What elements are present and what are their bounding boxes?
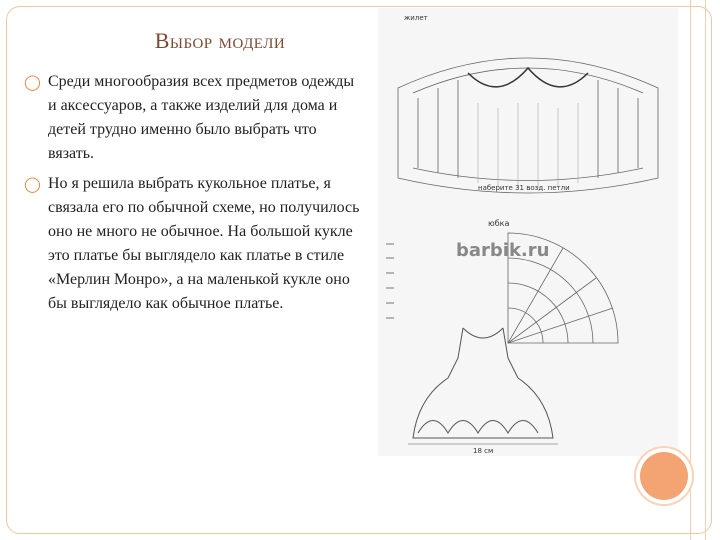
yoke-stitches [478,103,578,188]
decorative-line [690,0,691,540]
decorative-circle [640,452,688,500]
bullet-item [24,172,364,316]
hollow-circle-icon: ◯ [24,73,41,91]
decorative-line [705,0,706,540]
watermark: barbik.ru [456,240,550,261]
pattern-label-back: жилет [404,14,428,22]
bullet-list [24,70,364,322]
slide-title: Выбор модели [154,28,286,53]
legend-symbols [386,244,394,318]
crochet-diagram [378,8,678,456]
hollow-circle-icon: ◯ [24,175,41,193]
bullet-item [24,70,364,166]
yoke-diagram [398,58,658,193]
bullet-text: Но я решила выбрать кукольное платье, я связала его по обычной схеме, но получилось оно не много не обычное. На большой кукле это платье бы выглядело как платье в стиле «Мерлин Монро», а на маленькой кукле оно бы выглядело как обычное платье. [48,175,360,312]
bullet-text: Среди многообразия всех предметов одежды и аксессуаров, а также изделий для дома и детей трудно именно было выбрать что вязать. [48,73,355,162]
pattern-label-bottom: наберите 31 возд. петли [478,184,570,192]
dress-diagram [408,328,558,444]
crochet-pattern-image [378,8,678,456]
pattern-label-width: 18 см [473,447,494,455]
pattern-label-skirt: юбка [488,219,510,228]
